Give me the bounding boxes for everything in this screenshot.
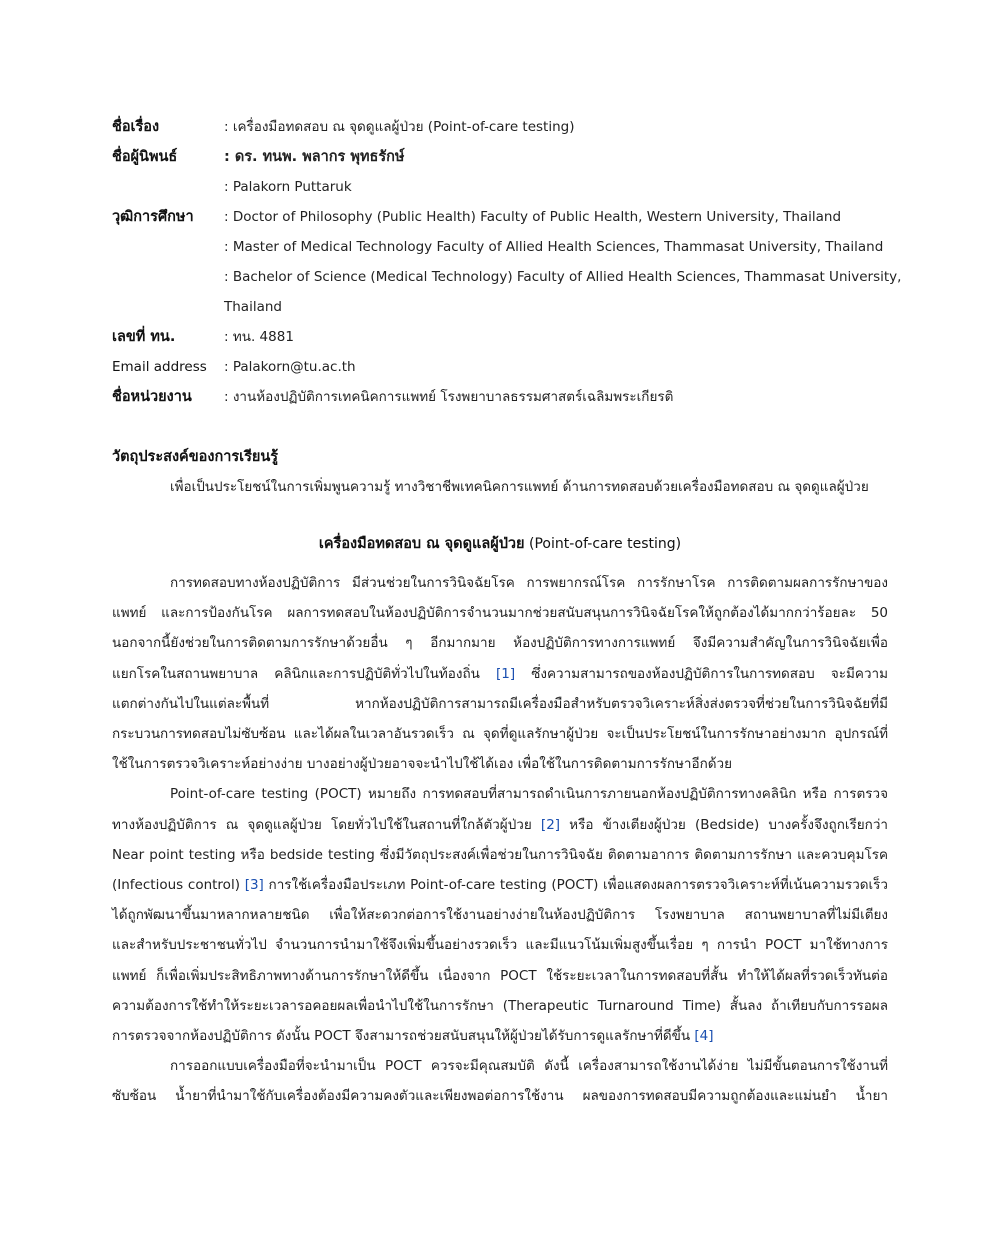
meta-education-row bbox=[112, 262, 902, 292]
document-page bbox=[112, 112, 902, 1105]
text-segment: การใช้เครื่องมือประเภท Point-of-care testing (POCT) เพื่อแสดงผลการตรวจวิเคราะห์ที่เน้นความรวดเร็ว bbox=[263, 877, 888, 894]
text-line: Near point testing หรือ bedside testing ซึ่งมีวัตถุประสงค์เพื่อช่วยในการวินิจฉัย ติดตามอาการ ติดตามการรักษา และควบคุมโรค bbox=[112, 846, 888, 863]
meta-education-row bbox=[112, 292, 888, 322]
empty-label bbox=[112, 172, 224, 202]
text-line: แพทย์ ก็เพื่อเพิ่มประสิทธิภาพทางด้านการรักษาให้ดีขึ้น เนื่องจาก POCT ใช้ระยะเวลาในการทดสอบที่สั้น ทำให้ได้ผลที่รวดเร็วทันต่อ bbox=[112, 967, 888, 984]
meta-author-row bbox=[112, 142, 888, 172]
unit-label: ชื่อหน่วยงาน bbox=[112, 389, 192, 405]
meta-education-row bbox=[112, 202, 888, 232]
text-line: ได้ถูกพัฒนาขึ้นมาหลากหลายชนิด เพื่อให้สะดวกต่อการใช้งานอย่างง่ายในห้องปฏิบัติการ โรงพยาบาล สถานพยาบาลที่ไม่มีเตียง bbox=[112, 907, 888, 924]
meta-email-row bbox=[112, 352, 888, 382]
unit-value: : งานห้องปฏิบัติการเทคนิคการแพทย์ โรงพยาบาลธรรมศาสตร์เฉลิมพระเกียรติ bbox=[224, 389, 674, 405]
text-line: และสำหรับประชาชนทั่วไป จำนวนการนำมาใช้จึงเพิ่มขึ้นอย่างรวดเร็ว และมีแนวโน้มเพิ่มสูงขึ้นเรื่อย ๆ การนำ POCT มาใช้ทางการ bbox=[112, 937, 888, 954]
text-line: กระบวนการทดสอบไม่ซับซ้อน และได้ผลในเวลาอันรวดเร็ว ณ จุดที่ดูแลรักษาผู้ป่วย จะเป็นประโยชน์ในการรักษาอย่างมาก อุปกรณ์ที่ bbox=[112, 726, 888, 743]
paragraph-2 bbox=[112, 779, 888, 1051]
education-line: : Bachelor of Science (Medical Technology) Faculty of Allied Health Sciences, Thammasat University, bbox=[224, 269, 902, 285]
education-label: วุฒิการศึกษา bbox=[112, 209, 194, 225]
text-segment: ทางห้องปฏิบัติการ ณ จุดดูแลผู้ป่วย โดยทั่วไปใช้ในสถานที่ใกล้ตัวผู้ป่วย bbox=[112, 816, 532, 833]
text-segment: แยกโรคในสถานพยาบาล คลินิกและการปฏิบัติทั่วไปในท้องถิ่น bbox=[112, 665, 480, 682]
text-line: ซับซ้อน น้ำยาที่นำมาใช้กับเครื่องต้องมีความคงตัวและเพียงพอต่อการใช้งาน ผลของการทดสอบมีความถูกต้องและแม่นยำ น้ำยา bbox=[112, 1088, 888, 1105]
author-value-en: : Palakorn Puttaruk bbox=[224, 179, 352, 195]
article-title-th: เครื่องมือทดสอบ ณ จุดดูแลผู้ป่วย bbox=[318, 536, 525, 552]
text-line bbox=[112, 870, 888, 900]
article-title bbox=[112, 529, 888, 559]
objective-text: เพื่อเป็นประโยชน์ในการเพิ่มพูนความรู้ ทางวิชาชีพเทคนิคการแพทย์ ด้านการทดสอบด้วยเครื่องมือทดสอบ ณ จุดดูแลผู้ป่วย bbox=[170, 479, 869, 495]
reference-link[interactable]: [2] bbox=[540, 816, 561, 833]
text-line bbox=[112, 810, 888, 840]
text-line: นอกจากนี้ยังช่วยในการติดตามการรักษาด้วยอื่น ๆ อีกมากมาย ห้องปฏิบัติการทางการแพทย์ จึงมีความสำคัญในการวินิจฉัยเพื่อ bbox=[112, 635, 888, 652]
paragraph-1 bbox=[112, 568, 888, 779]
reference-link[interactable]: [4] bbox=[694, 1028, 714, 1045]
text-line: การออกแบบเครื่องมือที่จะนำมาเป็น POCT ควรจะมีคุณสมบัติ ดังนี้ เครื่องสามารถใช้งานได้ง่าย ไม่มีขั้นตอนการใช้งานที่ bbox=[170, 1058, 888, 1075]
meta-author-en-row bbox=[112, 172, 888, 202]
meta-unit-row bbox=[112, 382, 888, 412]
text-line: ใช้ในการตรวจวิเคราะห์อย่างง่าย บางอย่างผู้ป่วยอาจจะนำไปใช้ได้เอง เพื่อใช้ในการติดตามการรักษาอีกด้วย bbox=[112, 756, 733, 773]
text-segment: (Infectious control) bbox=[112, 877, 240, 894]
license-label: เลขที่ ทน. bbox=[112, 329, 176, 345]
empty-label bbox=[112, 292, 224, 322]
email-value: : Palakorn@tu.ac.th bbox=[224, 359, 356, 375]
title-value: : เครื่องมือทดสอบ ณ จุดดูแลผู้ป่วย (Point-of-care testing) bbox=[224, 119, 575, 135]
text-line: การทดสอบทางห้องปฏิบัติการ มีส่วนช่วยในการวินิจฉัยโรค การพยากรณ์โรค การรักษาโรค การติดตามผลการรักษาของ bbox=[170, 575, 888, 591]
text-line: แตกต่างกันไปในแต่ละพื้นที่ หากห้องปฏิบัติการสามารถมีเครื่องมือสำหรับตรวจวิเคราะห์สิ่งส่งตรวจที่ช่วยในการวินิจฉัยที่มี bbox=[112, 695, 888, 712]
article-title-en: (Point-of-care testing) bbox=[524, 536, 682, 552]
paragraph-3 bbox=[112, 1051, 888, 1111]
empty-label bbox=[112, 262, 224, 292]
education-line: : Master of Medical Technology Faculty of Allied Health Sciences, Thammasat University, Thailand bbox=[224, 239, 884, 255]
author-value-th: : ดร. ทนพ. พลากร พุทธรักษ์ bbox=[224, 149, 405, 165]
text-line: ความต้องการใช้ทำให้ระยะเวลารอคอยผลเพื่อนำไปใช้ในการรักษา (Therapeutic Turnaround Time) สั้นลง ถ้าเทียบกับการรอผล bbox=[112, 997, 888, 1014]
text-line bbox=[112, 659, 888, 689]
empty-label bbox=[112, 232, 224, 262]
article-body bbox=[112, 568, 888, 1112]
text-segment: หรือ ข้างเตียงผู้ป่วย (Bedside) บางครั้งจึงถูกเรียกว่า bbox=[560, 816, 888, 833]
meta-education-row bbox=[112, 232, 888, 262]
reference-link[interactable]: [1] bbox=[496, 665, 516, 682]
email-label: Email address bbox=[112, 359, 207, 375]
text-line: Point-of-care testing (POCT) หมายถึง การทดสอบที่สามารถดำเนินการภายนอกห้องปฏิบัติการทางคลินิก หรือ การตรวจ bbox=[170, 786, 888, 803]
meta-title-row bbox=[112, 112, 888, 142]
education-line: Thailand bbox=[224, 299, 282, 315]
text-line bbox=[112, 1021, 888, 1051]
title-label: ชื่อเรื่อง bbox=[112, 119, 160, 135]
objective-heading: วัตถุประสงค์ของการเรียนรู้ bbox=[112, 449, 279, 465]
meta-license-row bbox=[112, 322, 888, 352]
license-value: : ทน. 4881 bbox=[224, 329, 294, 345]
text-segment: การตรวจจากห้องปฏิบัติการ ดังนั้น POCT จึงสามารถช่วยสนับสนุนให้ผู้ป่วยได้รับการดูแลรักษาที่ดีขึ้น bbox=[112, 1028, 691, 1045]
reference-link[interactable]: [3] bbox=[244, 877, 264, 894]
author-label: ชื่อผู้นิพนธ์ bbox=[112, 149, 178, 165]
objective-section bbox=[112, 442, 888, 502]
text-segment: ซึ่งความสามารถของห้องปฏิบัติการในการทดสอบ จะมีความ bbox=[515, 665, 889, 682]
education-line: : Doctor of Philosophy (Public Health) Faculty of Public Health, Western University, Thailand bbox=[224, 209, 842, 225]
text-line: แพทย์ และการป้องกันโรค ผลการทดสอบในห้องปฏิบัติการจำนวนมากช่วยสนับสนุนการวินิจฉัยโรคให้ถูกต้องได้มากกว่าร้อยละ 50 bbox=[112, 605, 888, 622]
